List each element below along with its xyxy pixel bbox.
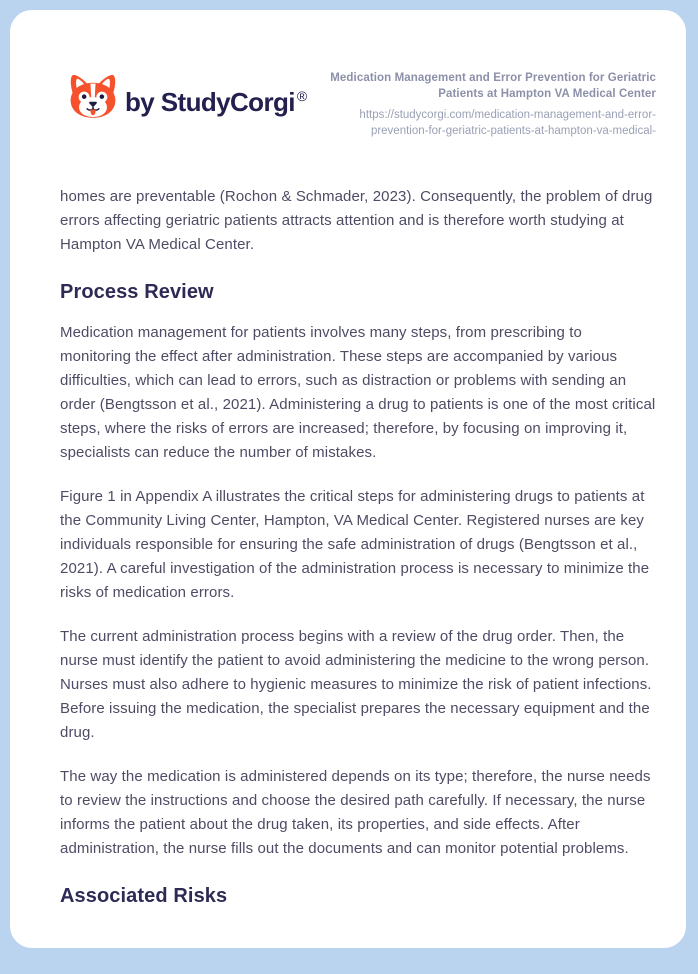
document-card [10, 10, 686, 948]
corgi-icon [66, 66, 120, 124]
document-title: Medication Management and Error Prevention for Geriatric Patients at Hampton VA Medical Center [330, 72, 656, 100]
brand-name: by StudyCorgi ® [125, 86, 307, 117]
document-header [60, 66, 656, 139]
paragraph: homes are preventable (Rochon & Schmader, 2023). Consequently, the problem of drug errors affecting geriatric patients attracts attention and is therefore worth studying at Hampton VA Medical Center. [60, 188, 653, 253]
document-url-link[interactable]: https://studycorgi.com/medication-management-and-error-prevention-for-geriatric-patients-at-hampton-va-medical- [359, 109, 656, 137]
paragraph: The way the medication is administered depends on its type; therefore, the nurse needs to review the instructions and choose the desired path carefully. If necessary, the nurse informs the patient about the drug taken, its properties, and side effects. After administration, the nurse fills out the documents and can monitor potential problems. [60, 768, 651, 857]
section-heading: Associated Risks [60, 885, 228, 907]
page-background [0, 10, 698, 974]
paragraph: Medication management for patients involves many steps, from prescribing to monitoring the effect after administration. These steps are accompanied by various difficulties, which can lead to errors, such as distraction or problems with sending an order (Bengtsson et al., 2021). Administering a drug to patients is one of the most critical steps, where the risks of errors are increased; therefore, by focusing on improving it, specialists can reduce the number of mistakes. [60, 324, 656, 461]
paragraph: Figure 1 in Appendix A illustrates the critical steps for administering drugs to patients at the Community Living Center, Hampton, VA Medical Center. Registered nurses are key individuals responsible for ensuring the safe administration of drugs (Bengtsson et al., 2021). A careful investigation of the administration process is necessary to minimize the risks of medication errors. [60, 488, 650, 601]
document-meta [322, 66, 656, 139]
studycorgi-logo[interactable] [66, 66, 307, 124]
section-heading: Process Review [60, 281, 214, 303]
document-body [60, 185, 656, 909]
paragraph: The current administration process begins with a review of the drug order. Then, the nurse must identify the patient to avoid administering the medicine to the wrong person. Nurses must also adhere to hygienic measures to minimize the risk of patient infections. Before issuing the medication, the specialist prepares the necessary equipment and the drug. [60, 628, 652, 741]
registered-trademark: ® [296, 87, 307, 104]
